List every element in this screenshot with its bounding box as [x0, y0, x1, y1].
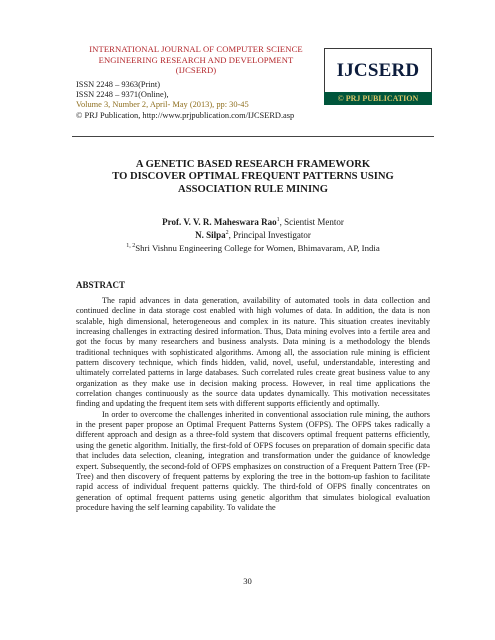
author-1: [72, 215, 434, 228]
abstract-paragraph: The rapid advances in data generation, availability of automated tools in data collection and continued decline in data storage cost enabled with high volumes of data. In addition, the data is non scalable, high dimensional, heterogeneous and complex in its nature. This situation creates inevitably increasing challenges in extracting desired information. Thus, Data mining evolves into a fertile area and got the focus by many researchers and business analysts. Data mining is a methodology the blends traditional techniques with sophisticated algorithms. Among all, the association rule mining is efficient pattern discovery technique, which finds hidden, valid, novel, useful, understandable, interesting and ultimately correlated patterns in large databases. Such correlated rules create great business value to any organization as they make use in decision making process. However, in real time applications the correlation changes continuously as the source data updates dynamically. This motivation necessitates finding and updating the frequent item sets with different supports efficiently and optimally.: [76, 296, 430, 409]
author-name: N. Silpa: [195, 230, 226, 241]
paper-title-line: A GENETIC BASED RESEARCH FRAMEWORK: [135, 159, 371, 170]
abstract-paragraph: In order to overcome the challenges inherited in conventional association rule mining, the authors in the present paper propose an Optimal Frequent Patterns System (OFPS). The OFPS takes radically a different approach and design as a three-fold system that discovers optimal frequent patterns efficiently, using the genetic algorithm. Initially, the first-fold of OFPS focuses on preparation of domain specific data that includes data selection, cleaning, integration and transformation under the guidance of knowledge expert. Subsequently, the second-fold of OFPS emphasizes on construction of a Frequent Pattern Tree (FP-Tree) and then discovery of frequent patterns by exploring the tree in the bottom-up fashion to facilitate rapid access of individual frequent patterns quickly. The third-fold of OFPS finally concentrates on generation of optimal frequent patterns using genetic algorithm that simulates biological evaluation procedure having the self learning capability. To validate the: [76, 409, 430, 512]
author-role: , Scientist Mentor: [279, 217, 344, 227]
issn-online: ISSN 2248 – 9371(Online),: [76, 90, 169, 100]
page-number: 30: [243, 576, 252, 586]
publisher-band: © PRJ PUBLICATION: [324, 92, 432, 105]
journal-info: [76, 80, 294, 121]
affiliation: [72, 241, 434, 254]
journal-title-line: (IJCSERD): [175, 65, 217, 76]
affiliation-sup: 1, 2: [126, 243, 136, 249]
author-name: Prof. V. V. R. Maheswara Rao: [162, 217, 277, 227]
paper-title: [72, 159, 434, 196]
copyright-line: © PRJ Publication, http://www.prjpublication.com/IJCSERD.asp: [76, 110, 295, 120]
abstract-body: [76, 296, 430, 513]
author-sup: 2: [225, 230, 229, 237]
author-sup: 1: [276, 217, 280, 223]
author-role: , Principal Investigator: [228, 230, 311, 241]
abstract-heading: ABSTRACT: [76, 280, 126, 290]
author-2: [72, 228, 434, 241]
journal-title: [72, 44, 320, 76]
affiliation-text: Shri Vishnu Engineering College for Women, Bhimavaram, AP, India: [135, 242, 380, 253]
journal-title-line: INTERNATIONAL JOURNAL OF COMPUTER SCIENCE: [89, 44, 303, 54]
journal-title-line: ENGINEERING RESEARCH AND DEVELOPMENT: [98, 54, 294, 65]
author-list: [72, 215, 434, 242]
paper-title-line: TO DISCOVER OPTIMAL FREQUENT PATTERNS USING: [112, 171, 394, 183]
volume-info: Volume 3, Number 2, April- May (2013), pp: 30-45: [76, 100, 249, 110]
header-divider: [72, 136, 434, 137]
paper-title-line: ASSOCIATION RULE MINING: [178, 183, 328, 195]
journal-logo: IJCSERD: [324, 48, 432, 93]
issn-print: ISSN 2248 – 9363(Print): [76, 80, 160, 89]
